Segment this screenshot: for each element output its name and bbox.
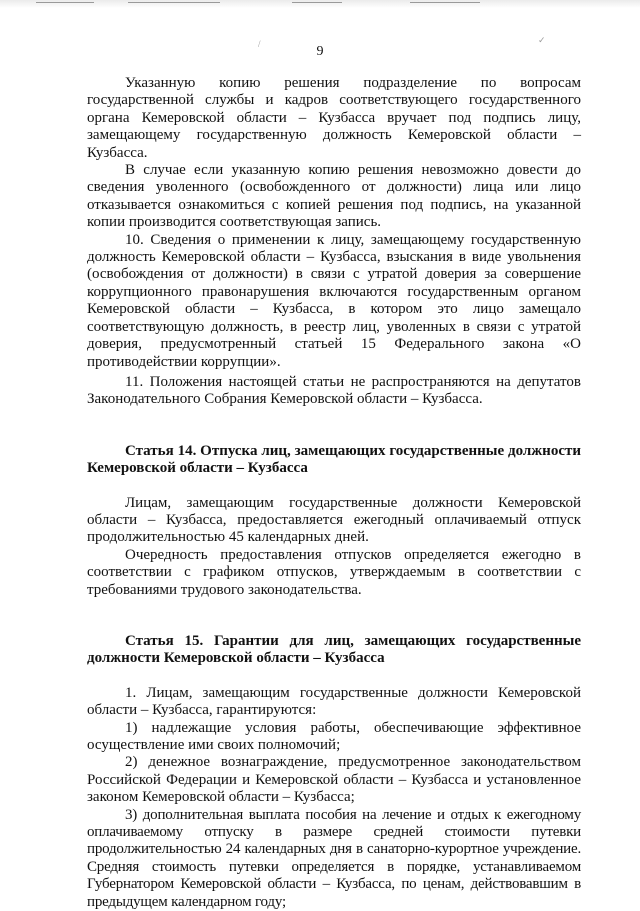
document-body [87, 75, 581, 911]
scan-line-mark [36, 2, 94, 3]
paragraph: В случае если указанную копию решения невозможно довести до сведения уволенного (освобожденного от должности) лица или лицо отказывается ознакомиться с копией решения под подпись, на указанной копии производится соответствующая запись. [87, 162, 581, 231]
page-number: 9 [316, 44, 324, 59]
paragraph: Очередность предоставления отпусков определяется ежегодно в соответствии с графиком отпусков, утверждаемым в соответствии с требованиями трудового законодательства. [87, 546, 581, 598]
scan-line-mark [292, 2, 342, 3]
article-15-heading: Статья 15. Гарантии для лиц, замещающих государственные должности Кемеровской области – Кузбасса [87, 632, 581, 667]
paragraph: Лицам, замещающим государственные должности Кемеровской области – Кузбасса, предоставляется ежегодный оплачиваемый отпуск продолжительностью 45 календарных дней. [87, 494, 581, 546]
list-item: 3) дополнительная выплата пособия на лечение и отдых к ежегодному оплачиваемому отпуску в размере средней стоимости путевки продолжительностью 24 календарных дня в санаторно-курортное учреждение. Средняя стоимость путевки определяется в порядке, устанавливаемом Губернатором Кемеровской области – Кузбасса, по ценам, действовавшим в предыдущем календарном году; [87, 806, 581, 910]
scan-edge-artifact [0, 0, 640, 8]
article-14-heading: Статья 14. Отпуска лиц, замещающих государственные должности Кемеровской области – Кузбасса [87, 442, 581, 477]
scan-line-mark [410, 2, 480, 3]
paragraph: 1. Лицам, замещающим государственные должности Кемеровской области – Кузбасса, гарантируются: [87, 684, 581, 719]
scan-line-mark [128, 2, 220, 3]
paragraph: Указанную копию решения подразделение по вопросам государственной службы и кадров соответствующего государственного органа Кемеровской области – Кузбасса вручает под подпись лицу, замещающему государственную должность Кемеровской области – Кузбасса. [87, 75, 581, 161]
scan-speck: / [258, 39, 261, 49]
list-item: 2) денежное вознаграждение, предусмотренное законодательством Российской Федерации и Кемеровской области – Кузбасса и установленное законом Кемеровской области – Кузбасса; [87, 754, 581, 806]
scan-speck: ✓ [538, 35, 546, 45]
list-item: 1) надлежащие условия работы, обеспечивающие эффективное осуществление ими своих полномочий; [87, 719, 581, 753]
paragraph: 11. Положения настоящей статьи не распространяются на депутатов Законодательного Собрания Кемеровской области – Кузбасса. [87, 373, 581, 408]
paragraph: 10. Сведения о применении к лицу, замещающему государственную должность Кемеровской области – Кузбасса, взыскания в виде увольнения (освобождения от должности) в связи с утратой доверия за совершение коррупционного правонарушения включаются государственным органом Кемеровской области – Кузбасса, в котором это лицо замещало соответствующую должность, в реестр лиц, уволенных в связи с утратой доверия, предусмотренный статьей 15 Федерального закона «О противодействии коррупции». [87, 231, 581, 370]
